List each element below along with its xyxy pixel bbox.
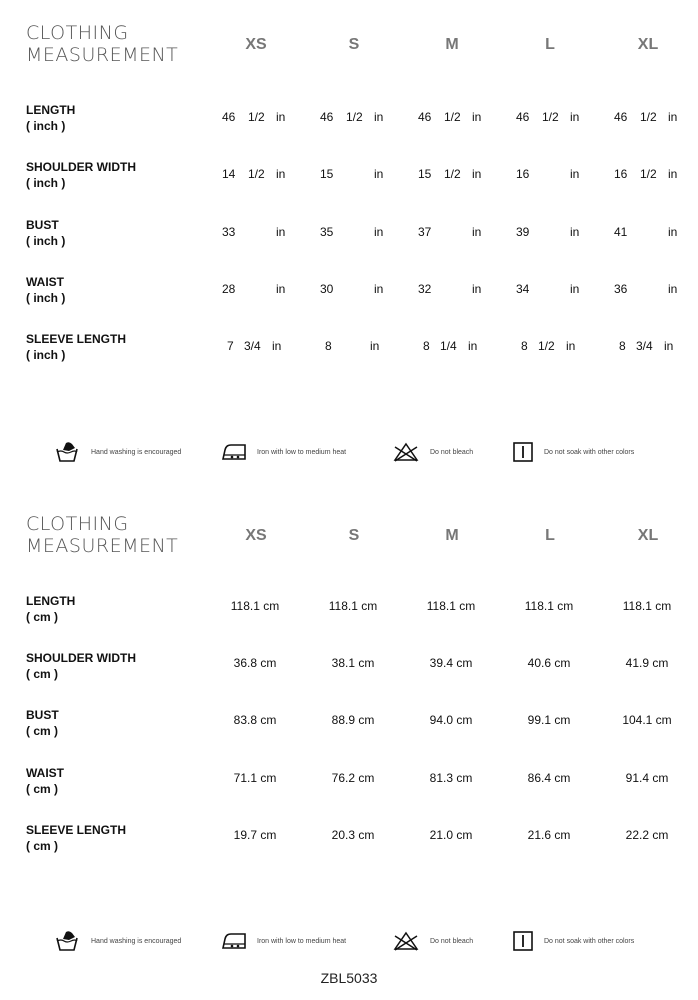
product-code: ZBL5033: [320, 970, 378, 986]
care-text: Hand washing is encouraged: [91, 937, 182, 945]
measurement-cell: 38.1 cm: [331, 656, 375, 670]
cell-fraction: 1/2: [542, 110, 559, 124]
cell-unit: in: [570, 282, 580, 296]
cell-fraction: 1/2: [444, 110, 461, 124]
hand-wash-icon: [55, 441, 81, 463]
care-item: [392, 929, 473, 953]
row-label: [26, 274, 65, 306]
cell-whole: 46: [418, 110, 432, 124]
cell-unit: in: [668, 110, 678, 124]
row-label: [26, 331, 126, 363]
row-label-text: SLEEVE LENGTH: [26, 823, 127, 837]
row-label: [26, 765, 64, 797]
row-label-text: LENGTH: [26, 594, 76, 608]
care-item: [221, 929, 346, 953]
hand-wash-icon: [55, 930, 81, 952]
care-text: Iron with low to medium heat: [257, 448, 347, 456]
row-label-text: WAIST: [26, 766, 64, 780]
cell-unit: in: [272, 339, 282, 353]
care-text: Do not bleach: [430, 448, 474, 456]
cell-unit: in: [668, 225, 678, 239]
cell-fraction: 1/2: [248, 110, 265, 124]
cell-whole: 34: [516, 282, 530, 296]
size-header-s: S: [348, 527, 360, 544]
cell-unit: in: [374, 225, 384, 239]
cell-whole: 16: [614, 167, 628, 181]
inch-section: [0, 0, 698, 480]
cell-unit: in: [566, 339, 576, 353]
size-header-l: L: [545, 36, 555, 53]
cell-fraction: 1/2: [346, 110, 363, 124]
cell-unit: in: [276, 225, 286, 239]
cell-unit: in: [668, 282, 678, 296]
cell-whole: 35: [320, 225, 334, 239]
measurement-cell: 19.7 cm: [233, 828, 277, 842]
measurement-cell: 76.2 cm: [331, 771, 375, 785]
cell-unit: in: [570, 225, 580, 239]
cell-whole: 16: [516, 167, 530, 181]
measurement-cell: 118.1 cm: [230, 599, 280, 613]
measurement-cell: 88.9 cm: [331, 713, 375, 727]
cell-unit: in: [472, 110, 482, 124]
cell-whole: 7: [227, 339, 234, 353]
measurement-cell: 22.2 cm: [625, 828, 669, 842]
measurement-cell: 118.1 cm: [622, 599, 672, 613]
measurement-cell: 21.0 cm: [429, 828, 473, 842]
measurement-cell: 36.8 cm: [233, 656, 277, 670]
row-unit: ( inch ): [26, 176, 66, 190]
cell-unit: in: [276, 282, 286, 296]
cell-whole: 8: [521, 339, 528, 353]
row-label-text: BUST: [26, 708, 59, 722]
size-header-m: M: [445, 527, 459, 544]
cell-unit: in: [570, 110, 580, 124]
size-header-l: L: [545, 527, 555, 544]
no-soak-icon: [512, 441, 534, 463]
row-unit: ( inch ): [26, 291, 66, 305]
row-label-text: WAIST: [26, 275, 64, 289]
row-label-text: SHOULDER WIDTH: [26, 160, 136, 174]
cell-whole: 39: [516, 225, 530, 239]
row-unit: ( inch ): [26, 234, 66, 248]
cell-unit: in: [668, 167, 678, 181]
row-label-text: LENGTH: [26, 103, 76, 117]
row-unit: ( inch ): [26, 348, 66, 362]
cell-whole: 28: [222, 282, 236, 296]
measurement-cell: 81.3 cm: [429, 771, 473, 785]
iron-low-medium-icon: [221, 930, 247, 952]
row-label: [26, 593, 75, 625]
cell-unit: in: [468, 339, 478, 353]
row-unit: ( cm ): [26, 667, 59, 681]
cell-whole: 15: [418, 167, 432, 181]
cell-unit: in: [276, 110, 286, 124]
no-bleach-icon: [392, 930, 420, 952]
size-header-xl: XL: [637, 36, 659, 53]
measurement-cell: 39.4 cm: [429, 656, 473, 670]
measurement-cell: 94.0 cm: [429, 713, 473, 727]
care-item: [392, 440, 473, 464]
cell-fraction: 3/4: [636, 339, 653, 353]
cell-whole: 36: [614, 282, 628, 296]
cell-fraction: 1/2: [248, 167, 265, 181]
measurement-cell: 21.6 cm: [527, 828, 571, 842]
care-item: [221, 440, 346, 464]
cell-unit: in: [276, 167, 286, 181]
cell-whole: 8: [619, 339, 626, 353]
row-label: [26, 650, 136, 682]
row-unit: ( cm ): [26, 782, 59, 796]
care-text: Iron with low to medium heat: [257, 937, 347, 945]
cell-whole: 32: [418, 282, 432, 296]
size-header-s: S: [348, 36, 360, 53]
cell-whole: 14: [222, 167, 236, 181]
no-soak-icon: [512, 930, 534, 952]
measurement-cell: 83.8 cm: [233, 713, 277, 727]
measurement-cell: 91.4 cm: [625, 771, 669, 785]
measurement-cell: 99.1 cm: [527, 713, 571, 727]
row-label-text: SLEEVE LENGTH: [26, 332, 127, 346]
cell-whole: 46: [614, 110, 628, 124]
care-text: Hand washing is encouraged: [91, 448, 182, 456]
cell-fraction: 1/2: [444, 167, 461, 181]
size-header-xs: XS: [245, 36, 267, 53]
cell-unit: in: [472, 282, 482, 296]
cell-whole: 33: [222, 225, 236, 239]
cell-whole: 8: [423, 339, 430, 353]
measurement-cell: 118.1 cm: [328, 599, 378, 613]
care-item: [55, 440, 181, 464]
cell-whole: 30: [320, 282, 334, 296]
iron-low-medium-icon: [221, 441, 247, 463]
row-label-text: BUST: [26, 218, 59, 232]
no-bleach-icon: [392, 441, 420, 463]
care-text: Do not soak with other colors: [544, 937, 635, 945]
measurement-cell: 20.3 cm: [331, 828, 375, 842]
measurement-cell: 40.6 cm: [527, 656, 571, 670]
cell-unit: in: [370, 339, 380, 353]
size-header-m: M: [445, 36, 459, 53]
care-text: Do not bleach: [430, 937, 474, 945]
cell-unit: in: [570, 167, 580, 181]
section-title: CLOTHING MEASUREMENT: [26, 22, 179, 66]
cell-unit: in: [472, 167, 482, 181]
cell-whole: 15: [320, 167, 334, 181]
care-item: [512, 440, 634, 464]
care-text: Do not soak with other colors: [544, 448, 635, 456]
cell-whole: 41: [614, 225, 628, 239]
care-item: [512, 929, 634, 953]
measurement-cell: 118.1 cm: [524, 599, 574, 613]
row-label: [26, 159, 136, 191]
row-unit: ( cm ): [26, 610, 59, 624]
measurement-cell: 104.1 cm: [622, 713, 672, 727]
row-unit: ( cm ): [26, 724, 59, 738]
cell-unit: in: [374, 282, 384, 296]
measurement-cell: 41.9 cm: [625, 656, 669, 670]
cell-unit: in: [472, 225, 482, 239]
cell-whole: 8: [325, 339, 332, 353]
measurement-cell: 118.1 cm: [426, 599, 476, 613]
row-label: [26, 102, 75, 134]
size-header-xl: XL: [637, 527, 659, 544]
row-label: [26, 707, 59, 739]
size-header-xs: XS: [245, 527, 267, 544]
cell-unit: in: [664, 339, 674, 353]
measurement-cell: 71.1 cm: [233, 771, 277, 785]
row-unit: ( cm ): [26, 839, 59, 853]
cell-fraction: 1/2: [538, 339, 555, 353]
cell-fraction: 1/4: [440, 339, 457, 353]
row-label: [26, 217, 65, 249]
cell-whole: 46: [222, 110, 236, 124]
cell-whole: 46: [516, 110, 530, 124]
cell-fraction: 1/2: [640, 167, 657, 181]
cell-whole: 46: [320, 110, 334, 124]
cell-unit: in: [374, 167, 384, 181]
cell-unit: in: [374, 110, 384, 124]
cell-fraction: 1/2: [640, 110, 657, 124]
row-label: [26, 822, 126, 854]
care-item: [55, 929, 181, 953]
section-title: CLOTHING MEASUREMENT: [26, 513, 179, 557]
cell-whole: 37: [418, 225, 432, 239]
measurement-cell: 86.4 cm: [527, 771, 571, 785]
row-label-text: SHOULDER WIDTH: [26, 651, 136, 665]
cell-fraction: 3/4: [244, 339, 261, 353]
row-unit: ( inch ): [26, 119, 66, 133]
